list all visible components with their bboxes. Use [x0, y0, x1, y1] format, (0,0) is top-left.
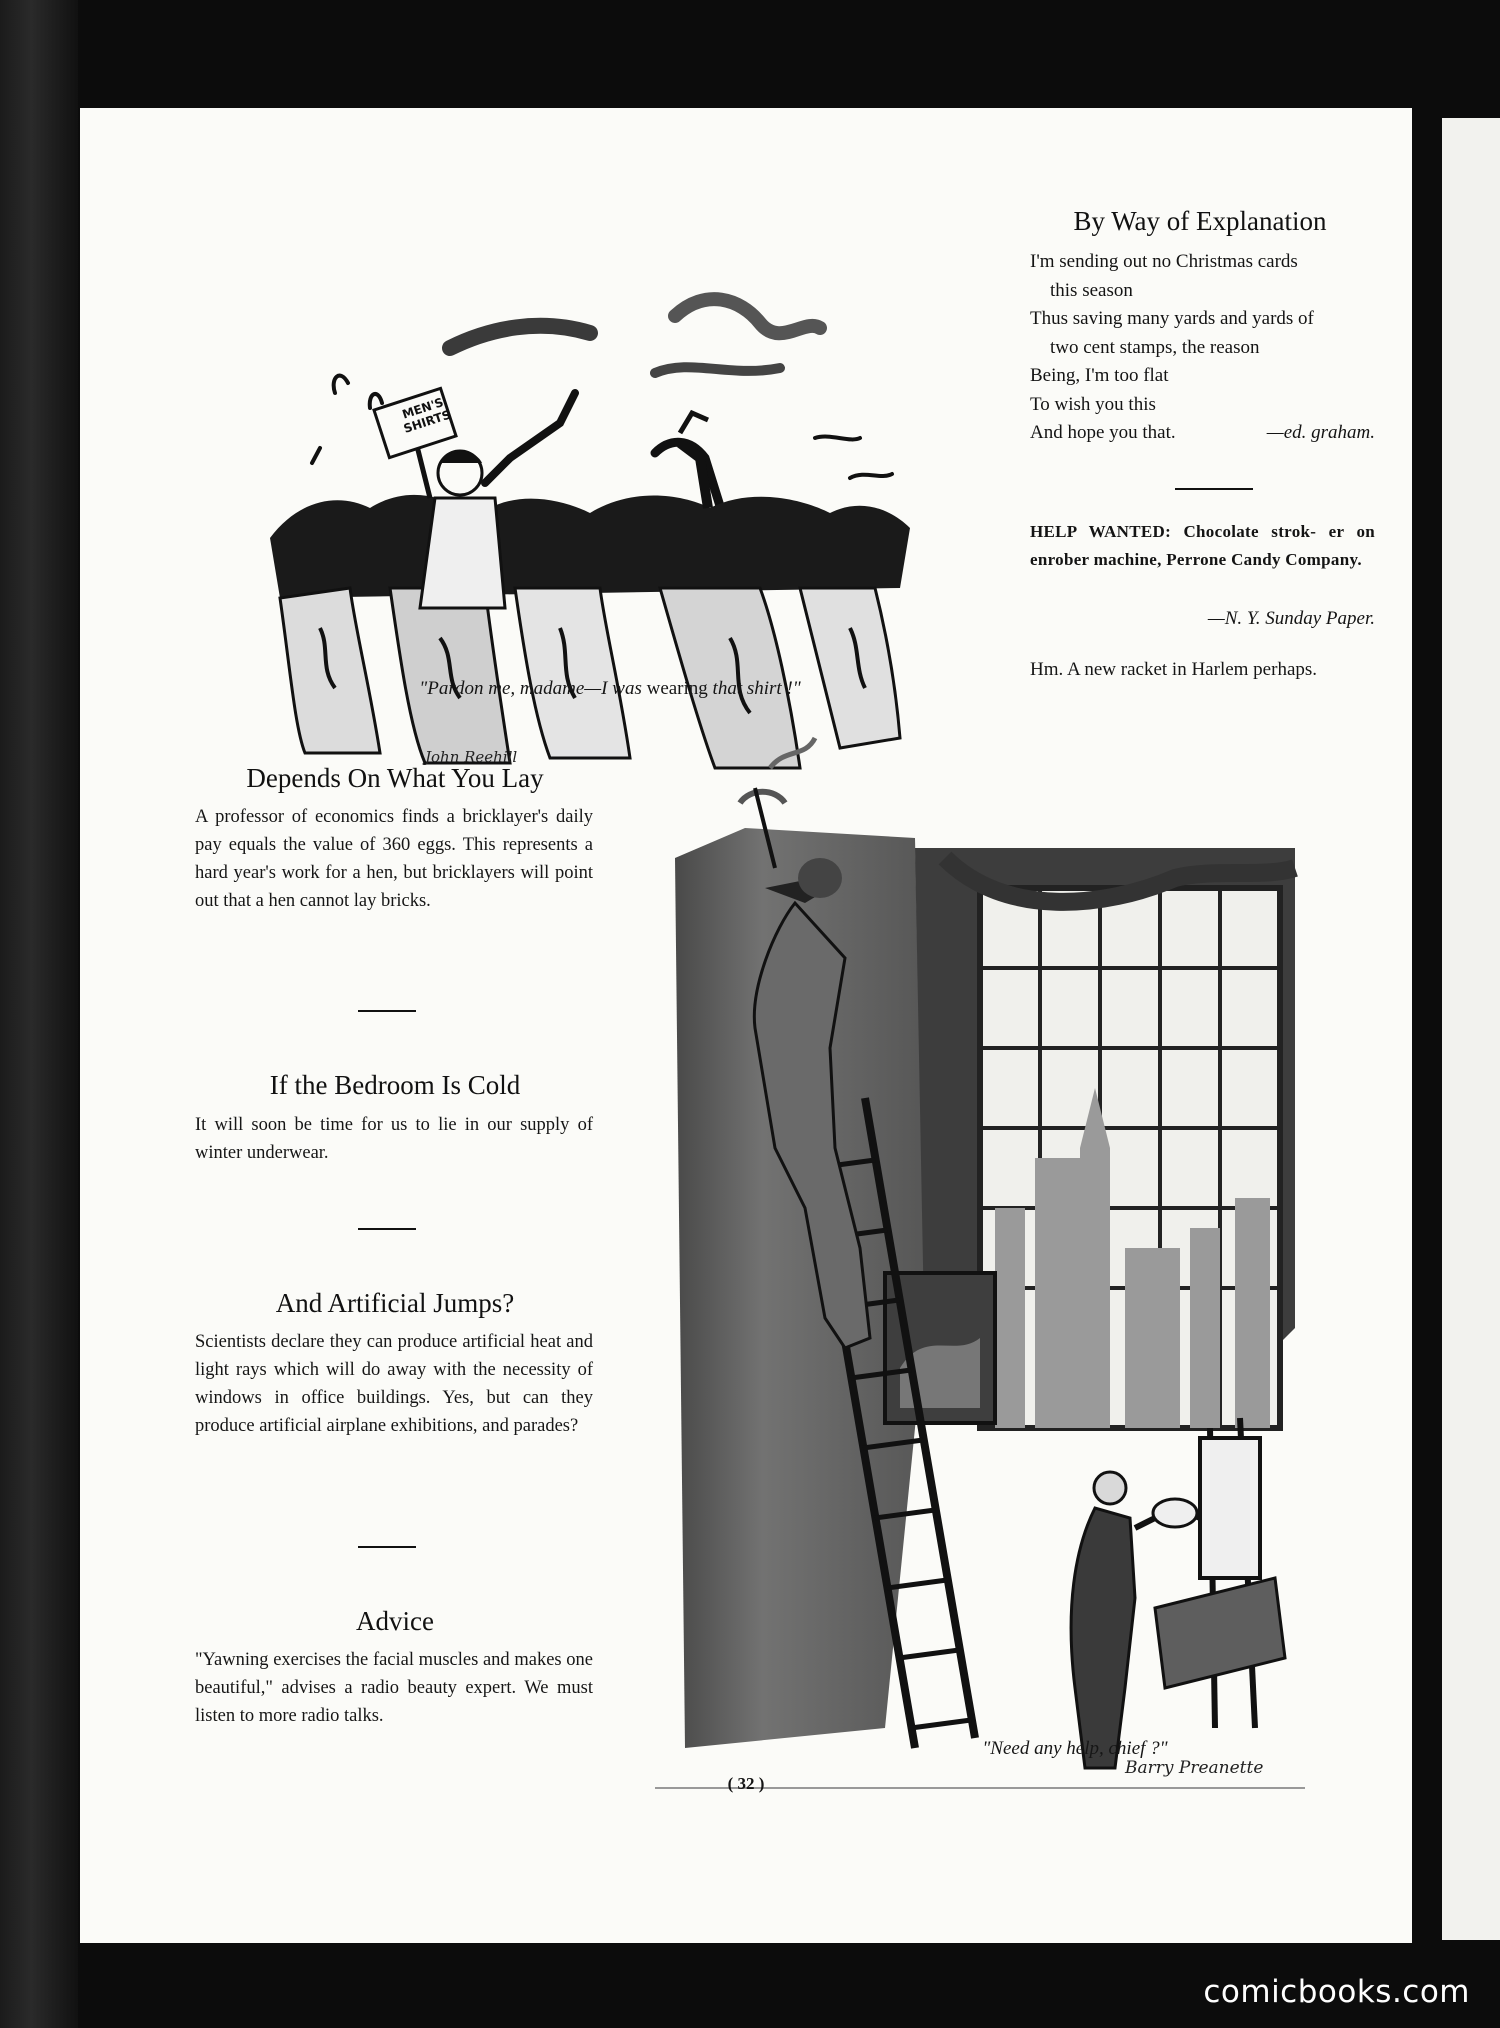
item-title: Advice [356, 1606, 434, 1636]
poem-line: Being, I'm too flat [1030, 365, 1169, 386]
scan-left-edge [0, 0, 78, 2028]
poem-author: —ed. graham. [1266, 422, 1375, 443]
divider-rule [358, 1546, 416, 1548]
caption-text-that-shirt: that shirt [712, 678, 782, 699]
adjacent-page-edge [1442, 118, 1500, 1940]
help-wanted-source: —N. Y. Sunday Paper. [1207, 608, 1375, 629]
caption-text-was: was [612, 678, 642, 699]
ladder-cartoon-drawing [655, 728, 1305, 1838]
item-title: If the Bedroom Is Cold [269, 1070, 521, 1100]
caption-text-1: "Pardon me, madame—I [419, 678, 613, 699]
caption-text-2: wearing [641, 678, 713, 699]
poem-line: And hope you that. [1030, 422, 1176, 443]
item-title: And Artificial Jumps? [275, 1288, 515, 1318]
poem-title: By Way of Explanation [1073, 206, 1327, 236]
divider-rule [358, 1228, 416, 1230]
poem-body [1030, 248, 1375, 448]
cartoonist-signature-top: John Reehill [425, 748, 518, 766]
help-wanted-text: HELP WANTED: Chocolate strok- er on enrober machine, Perrone Candy Company. [1030, 522, 1375, 569]
poem-line: two cent stamps, the reason [1050, 336, 1260, 358]
item-body: "Yawning exercises the facial muscles and makes one beautiful," advises a radio beauty expert. We must listen to more radio talks. [195, 1650, 593, 1726]
help-wanted-comment: Hm. A new racket in Harlem perhaps. [1030, 659, 1318, 680]
poem-line: I'm sending out no Christmas cards [1030, 251, 1298, 272]
ladder-cartoon-caption: "Need any help, chief ?" [982, 1738, 1168, 1759]
item-body: Scientists declare they can produce artificial heat and light rays which will do away with the necessity of windows in office buildings. Yes, but can they produce artificial airplane exhibitions, and parades? [195, 1332, 593, 1436]
cartoonist-signature-bottom: Barry Preanette [1125, 1758, 1264, 1778]
divider-rule [358, 1010, 416, 1012]
poem-line: To wish you this [1030, 393, 1156, 415]
item-body: It will soon be time for us to lie in our supply of winter underwear. [195, 1115, 593, 1163]
crowd-cartoon [260, 208, 1020, 788]
window [945, 858, 1295, 1428]
ladder-cartoon [655, 728, 1305, 1838]
crowd-cartoon-drawing [260, 208, 1020, 788]
page-number: ( 32 ) [727, 1774, 765, 1793]
item-title: Depends On What You Lay [246, 763, 544, 793]
poem-last-line [1030, 419, 1375, 448]
item-body: A professor of economics finds a bricklayer's daily pay equals the value of 360 eggs. This represents a hard year's work for a hen, but bricklayers will point out that a hen cannot lay bricks. [195, 807, 593, 911]
poem-line: this season [1050, 279, 1133, 301]
caption-text-3: !" [781, 678, 801, 699]
help-wanted-ad [1030, 518, 1375, 574]
sign-text: MEN'S SHIRTS [400, 395, 453, 436]
crowd-cartoon-caption [300, 678, 920, 700]
poem-line: Thus saving many yards and yards of [1030, 308, 1314, 329]
magazine-page [80, 108, 1412, 1943]
divider-rule [1175, 488, 1253, 490]
watermark: comicbooks.com [1203, 1974, 1470, 2010]
